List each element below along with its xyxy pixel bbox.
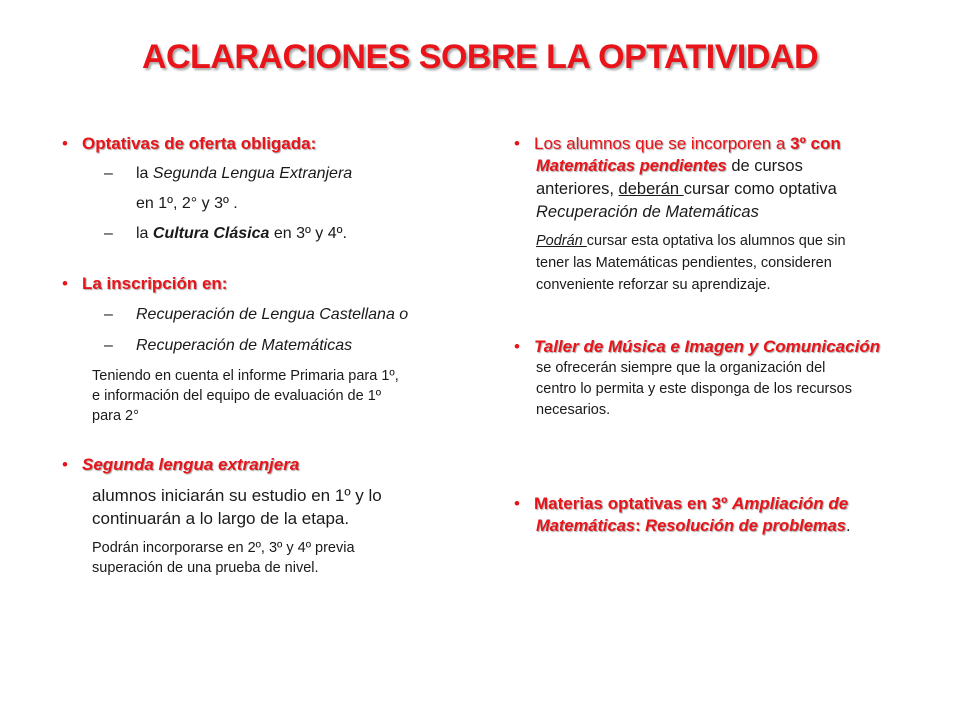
note-block <box>60 366 480 426</box>
bullet-heading: Taller de Música e Imagen y Comunicación <box>534 337 881 356</box>
note-block <box>60 538 480 578</box>
em-text: Resolución de problemas <box>645 517 846 535</box>
bullet-dot-icon: • <box>62 455 68 474</box>
bullet-heading: Los alumnos que se incorporen a <box>534 134 791 153</box>
text-line: necesarios. <box>536 402 611 418</box>
note-line: e información del equipo de evaluación de 1º <box>92 388 382 404</box>
text: la <box>136 165 153 182</box>
underlined-text: Podrán <box>536 233 587 249</box>
slide-title: ACLARACIONES SOBRE LA OPTATIVIDAD <box>141 38 819 76</box>
bullet-heading-bold: 3º con <box>790 134 841 153</box>
dash-icon: – <box>104 225 113 242</box>
bullet-optativas-obligada <box>60 133 480 155</box>
text-line: continuarán a lo largo de la etapa. <box>92 509 350 528</box>
bullet-inscripcion <box>60 273 480 295</box>
underlined-text: deberán <box>618 180 684 198</box>
note-line: conveniente reforzar su aprendizaje. <box>536 277 771 293</box>
bullet-segunda-lengua <box>60 454 480 476</box>
text-line: centro lo permita y este disponga de los recursos <box>536 381 852 397</box>
left-column <box>60 133 480 578</box>
text-line: se ofrecerán siempre que la organización del <box>536 360 826 376</box>
note-block <box>512 230 912 296</box>
bullet-heading: Segunda lengua extranjera <box>82 455 300 474</box>
dash-item-rec-matematicas <box>60 335 480 357</box>
bullet-heading-em: Ampliación de <box>732 494 849 513</box>
em-text: Matemáticas pendientes <box>536 157 727 175</box>
text: la <box>136 225 153 242</box>
dash-icon: – <box>104 165 113 182</box>
note-line: superación de una prueba de nivel. <box>92 560 319 576</box>
dash-item-cultura-clasica <box>60 223 480 245</box>
text: anteriores, <box>536 180 619 198</box>
text-line <box>512 178 912 201</box>
bullet-taller <box>512 336 912 358</box>
bullet-heading: La inscripción en: <box>82 274 228 293</box>
text: en 3º y 4º. <box>269 225 347 242</box>
text-line <box>512 201 912 224</box>
text: cursar como optativa <box>683 180 837 198</box>
dash-item-segunda-lengua <box>60 163 480 185</box>
bullet-dot-icon: • <box>514 134 520 153</box>
text-line: alumnos iniciarán su estudio en 1º y lo <box>92 486 382 505</box>
em-text: Segunda Lengua Extranjera <box>152 165 353 182</box>
text: de cursos <box>726 157 803 175</box>
text: . <box>845 517 851 535</box>
bullet-dot-icon: • <box>514 494 520 513</box>
text: : <box>635 517 646 535</box>
bullet-dot-icon: • <box>62 134 68 153</box>
bullet-alumnos-incorporen <box>512 133 912 155</box>
right-column <box>512 133 912 538</box>
text-line <box>512 515 912 538</box>
note-line <box>512 230 912 252</box>
dash-icon: – <box>104 306 113 323</box>
bullet-materias-optativas <box>512 493 912 515</box>
bullet-dot-icon: • <box>62 274 68 293</box>
bullet-heading: Materias optativas en 3º <box>534 494 733 513</box>
em-text: Cultura Clásica <box>152 225 270 242</box>
dash-item-continuation: en 1º, 2° y 3º . <box>136 195 238 212</box>
dash-item-rec-lengua <box>60 304 480 326</box>
dash-icon: – <box>104 337 113 354</box>
note-line: para 2° <box>92 408 139 424</box>
bullet-heading: Optativas de oferta obligada: <box>82 134 317 153</box>
text: cursar esta optativa los alumnos que sin <box>586 233 846 249</box>
em-text: Matemáticas <box>536 517 636 535</box>
text-line <box>512 155 912 178</box>
bullet-dot-icon: • <box>514 337 520 356</box>
text-block <box>512 358 912 421</box>
em-text: Recuperación de Lengua Castellana o <box>136 306 409 323</box>
note-line: tener las Matemáticas pendientes, consideren <box>536 255 832 271</box>
em-text: Recuperación de Matemáticas <box>136 337 353 354</box>
text-block <box>60 484 480 530</box>
note-line: Teniendo en cuenta el informe Primaria para 1º, <box>92 368 399 384</box>
em-text: Recuperación de Matemáticas <box>536 203 759 221</box>
note-line: Podrán incorporarse en 2º, 3º y 4º previa <box>92 540 355 556</box>
